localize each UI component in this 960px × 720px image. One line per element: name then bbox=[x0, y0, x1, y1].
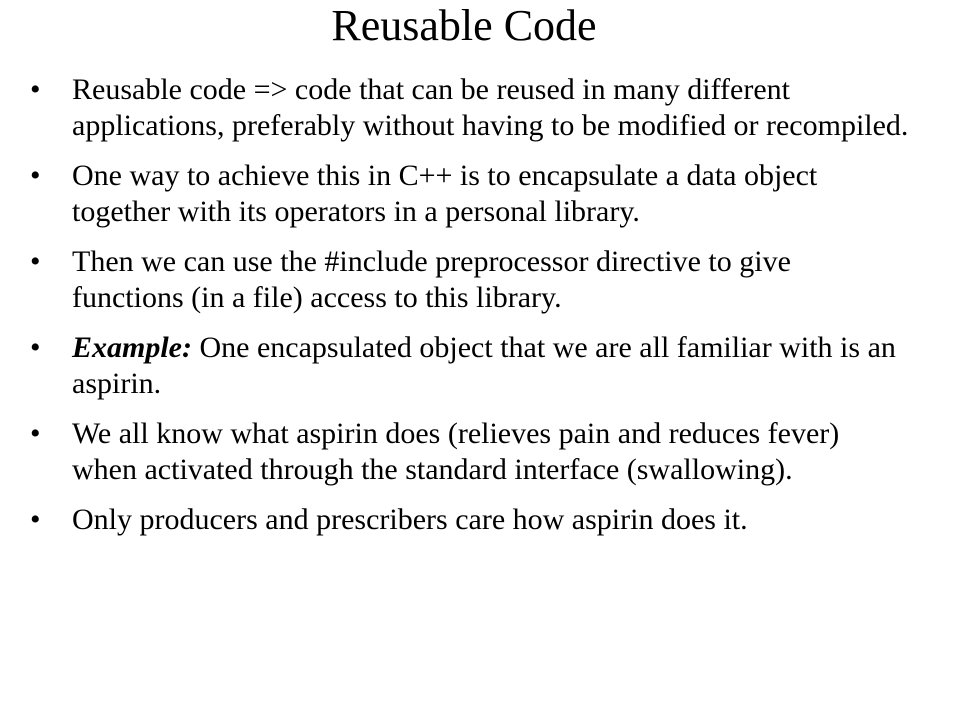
bullet-text: We all know what aspirin does (relieves pain and reduces fever) when activated through the standard interface (swallowing). bbox=[72, 417, 840, 486]
bullet-icon: • bbox=[30, 159, 41, 192]
example-text: One encapsulated object that we are all familiar with is an aspirin. bbox=[72, 331, 896, 400]
bullet-item bbox=[30, 158, 910, 230]
bullet-item bbox=[30, 244, 910, 316]
bullet-icon: • bbox=[30, 417, 41, 450]
bullet-text: Only producers and prescribers care how aspirin does it. bbox=[72, 503, 748, 536]
bullet-item bbox=[30, 330, 910, 402]
bullet-icon: • bbox=[30, 331, 41, 364]
bullet-text: One way to achieve this in C++ is to encapsulate a data object together with its operators in a personal library. bbox=[72, 159, 818, 228]
bullet-item bbox=[30, 502, 910, 538]
bullet-item bbox=[30, 72, 910, 144]
bullet-list bbox=[30, 72, 910, 552]
bullet-item bbox=[30, 416, 910, 488]
bullet-icon: • bbox=[30, 73, 41, 106]
slide-title: Reusable Code bbox=[331, 1, 597, 50]
bullet-icon: • bbox=[30, 245, 41, 278]
bullet-icon: • bbox=[30, 503, 41, 536]
bullet-text: Then we can use the #include preprocessor directive to give functions (in a file) access to this library. bbox=[72, 245, 791, 314]
bullet-text: Reusable code => code that can be reused in many different applications, preferably without having to be modified or recompiled. bbox=[72, 73, 909, 142]
bullet-text bbox=[72, 331, 896, 400]
example-label: Example: bbox=[72, 331, 192, 364]
